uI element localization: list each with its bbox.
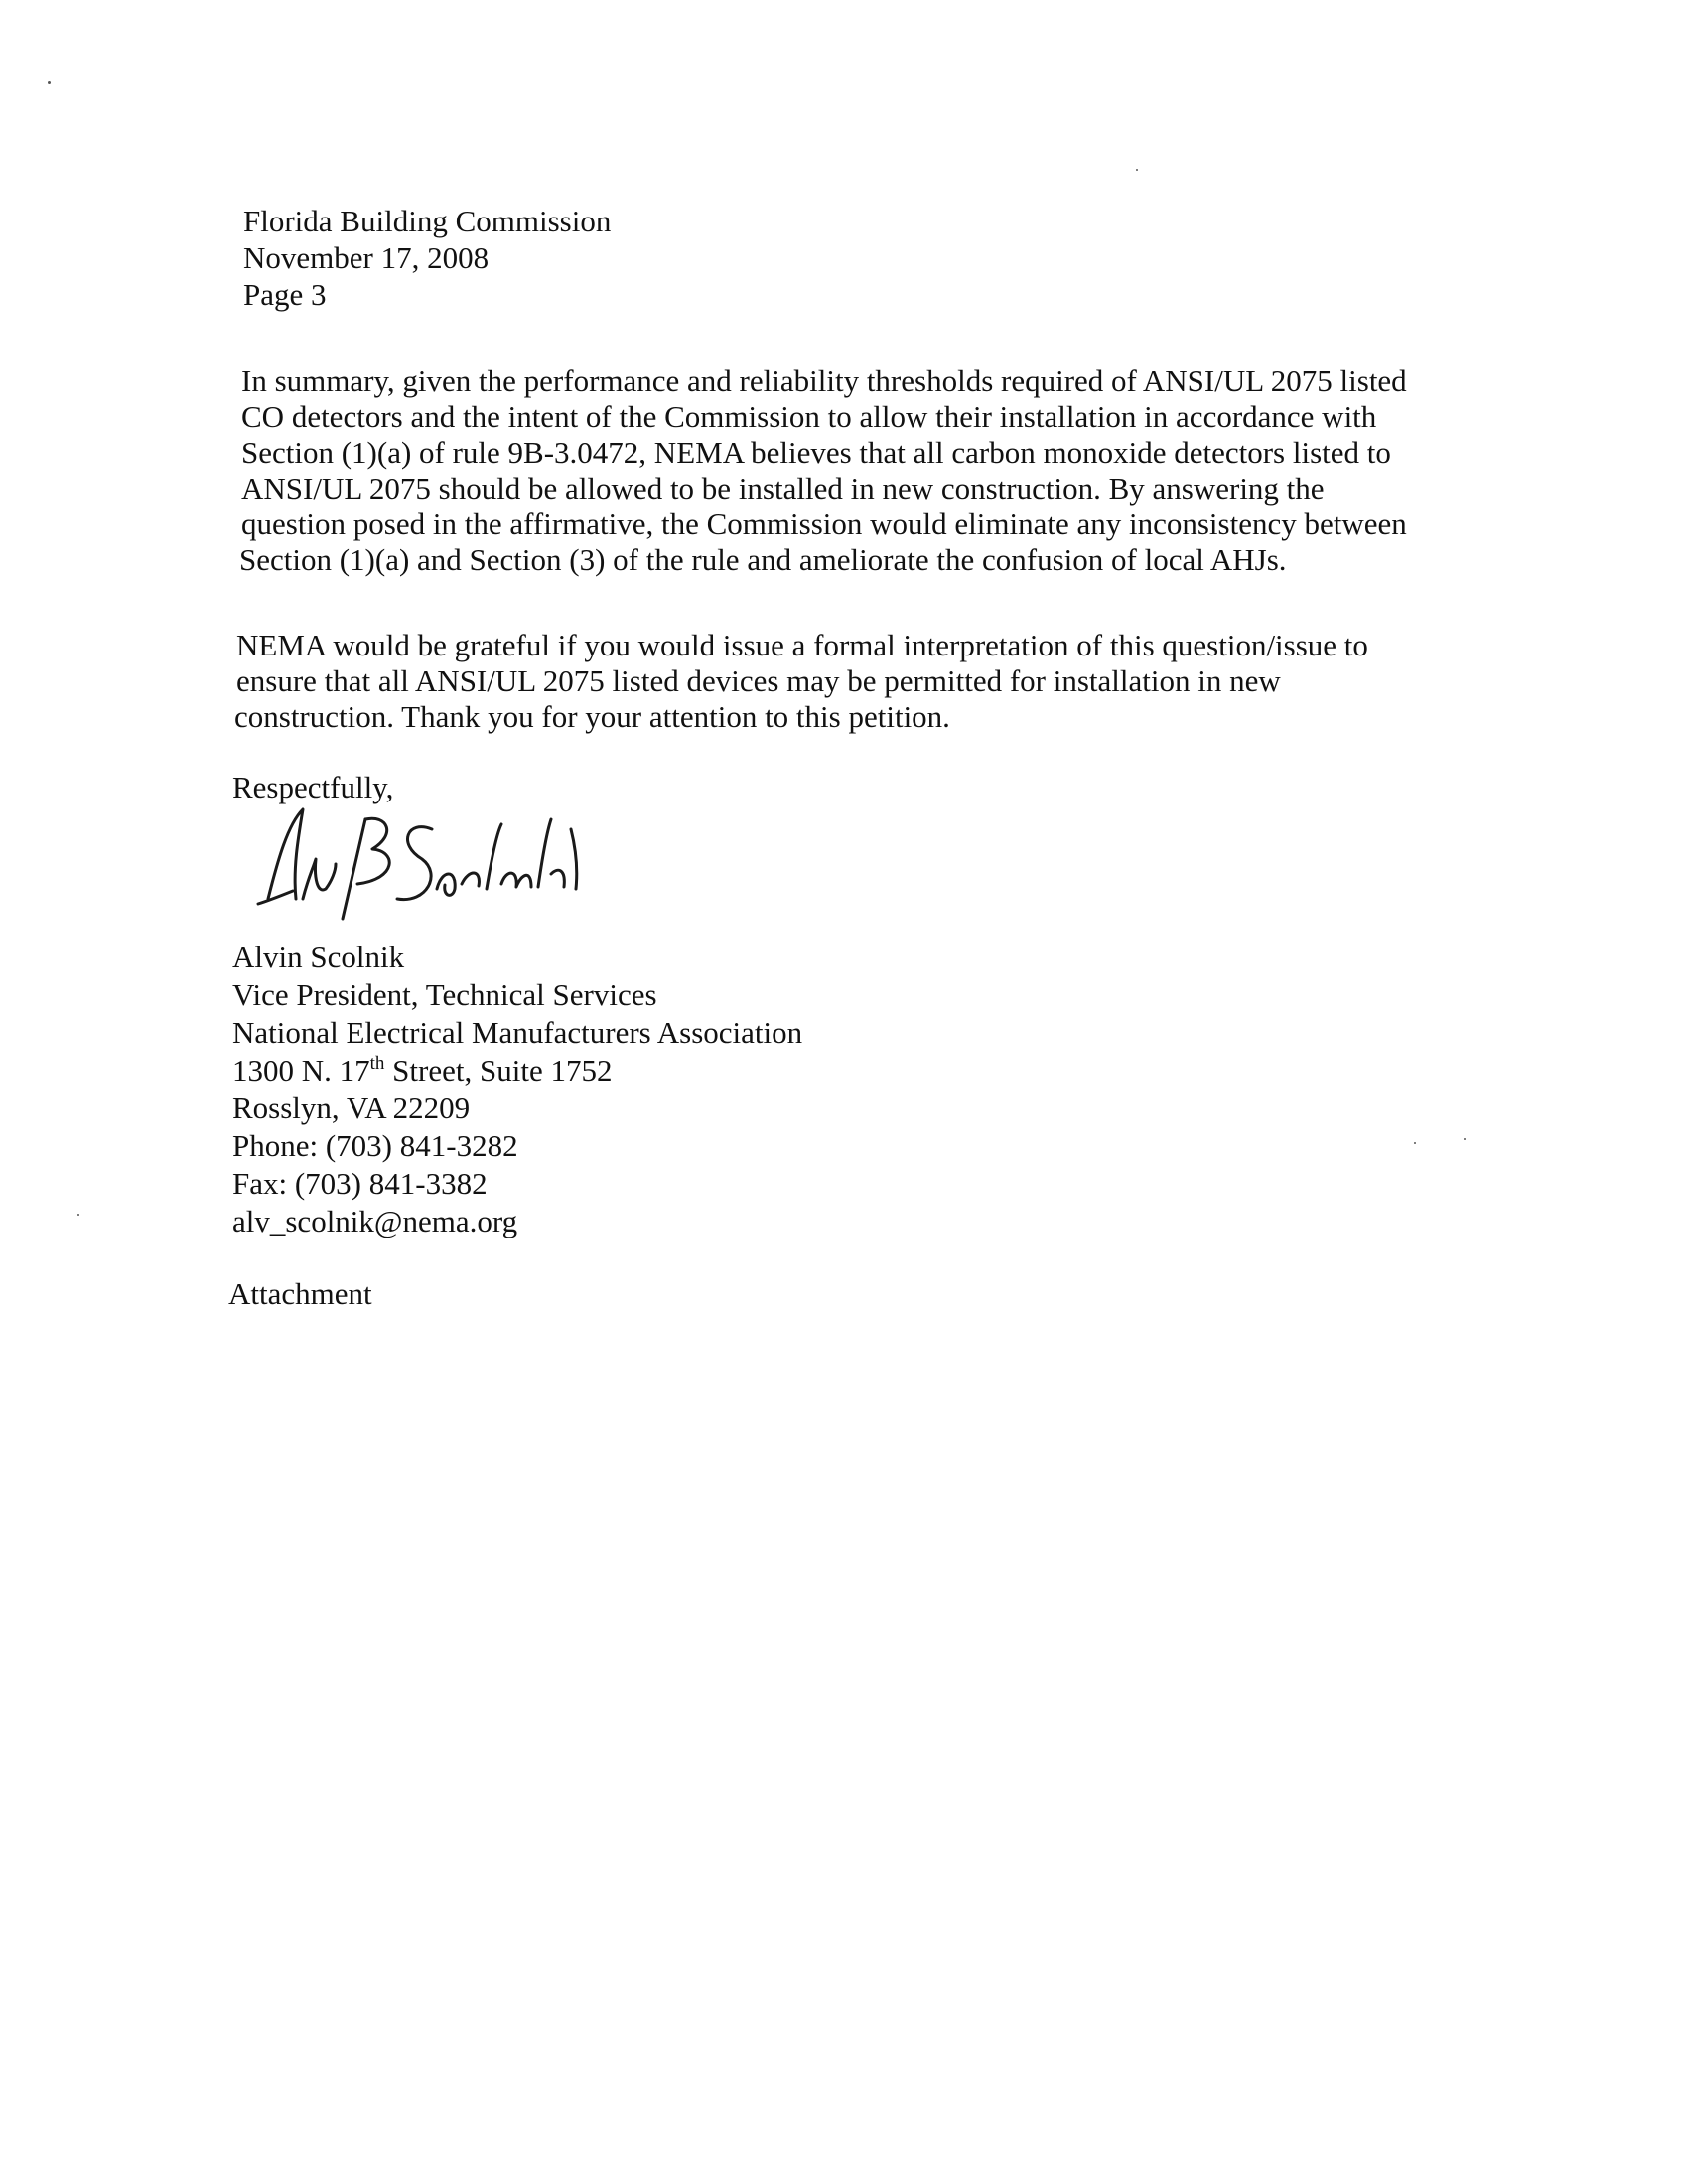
signer-name: Alvin Scolnik (232, 940, 405, 974)
fax-number: Fax: (703) 841-3382 (232, 1166, 488, 1201)
email-address: alv_scolnik@nema.org (232, 1204, 518, 1238)
page-number-line: Page 3 (243, 277, 327, 312)
paragraph-line: ANSI/UL 2075 should be allowed to be installed in new construction. By answering the (241, 471, 1325, 506)
signer-title: Vice President, Technical Services (232, 977, 657, 1012)
paragraph-line: Section (1)(a) and Section (3) of the rule and ameliorate the confusion of local AHJs. (239, 542, 1287, 577)
paragraph-line: CO detectors and the intent of the Commission to allow their installation in accordance with (241, 399, 1377, 434)
scan-speck (1414, 1142, 1416, 1144)
street-rest: Street, Suite 1752 (384, 1053, 613, 1088)
scan-speck (1136, 169, 1138, 171)
phone-number: Phone: (703) 841-3282 (232, 1128, 518, 1163)
paragraph-line: In summary, given the performance and reliability thresholds required of ANSI/UL 2075 listed (241, 364, 1407, 398)
paragraph-line: ensure that all ANSI/UL 2075 listed devices may be permitted for installation in new (236, 663, 1281, 698)
street-number: 1300 N. 17 (232, 1053, 370, 1088)
city-state-zip: Rosslyn, VA 22209 (232, 1091, 471, 1125)
paragraph-line: question posed in the affirmative, the Commission would eliminate any inconsistency between (241, 507, 1407, 541)
scan-speck (1464, 1138, 1466, 1140)
signature-image (248, 790, 626, 929)
paragraph-line: Section (1)(a) of rule 9B-3.0472, NEMA believes that all carbon monoxide detectors listed to (241, 435, 1391, 470)
ordinal-suffix: th (369, 1053, 385, 1074)
paragraph-line: NEMA would be grateful if you would issue a formal interpretation of this question/issue to (236, 628, 1368, 662)
attachment-note: Attachment (228, 1276, 372, 1311)
recipient-line: Florida Building Commission (243, 204, 612, 238)
date-line: November 17, 2008 (243, 240, 490, 275)
street-address (232, 1053, 612, 1089)
closing-salutation: Respectfully, (232, 770, 394, 804)
signer-organization: National Electrical Manufacturers Association (232, 1015, 803, 1050)
scan-speck (48, 81, 51, 84)
paragraph-line: construction. Thank you for your attention to this petition. (234, 699, 950, 734)
scan-speck (77, 1214, 79, 1216)
